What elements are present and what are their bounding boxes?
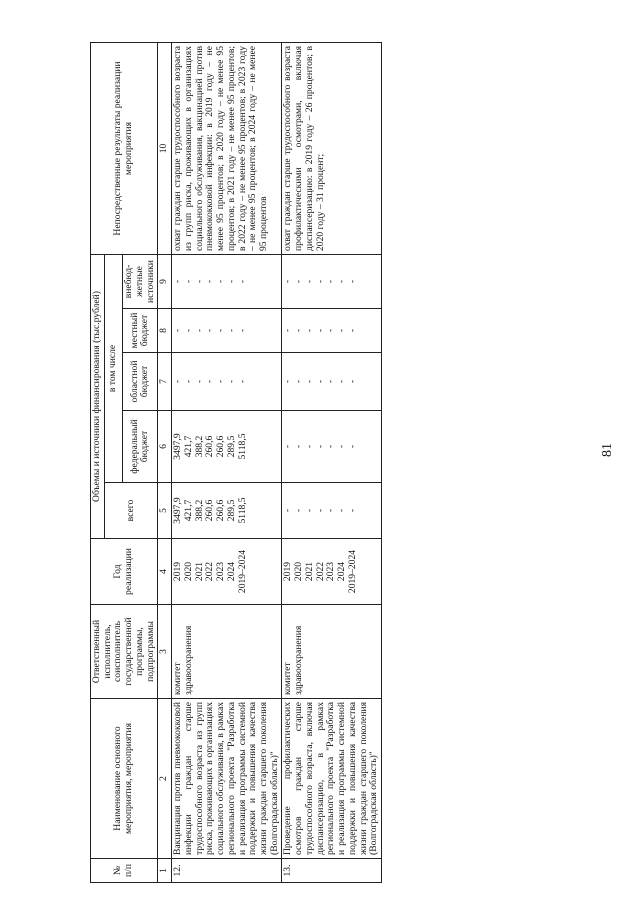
federal-funding-value: - <box>282 444 294 449</box>
local-funding-value: - <box>303 328 315 333</box>
regional-funding-value: - <box>215 379 227 384</box>
header-total: всего <box>104 483 158 539</box>
local-funding-value: - <box>282 328 294 333</box>
year-value: 2019 <box>282 561 294 582</box>
index-cell: 1 <box>158 859 172 883</box>
regional-funding-value: - <box>225 379 237 384</box>
regional-funding-value: - <box>303 379 315 384</box>
regional-funding-value: - <box>325 379 337 384</box>
responsible-executor: комитет здравоохранения <box>282 605 382 699</box>
year-value: 2019–2024 <box>346 549 358 594</box>
offbudget-funding-value: - <box>215 279 227 284</box>
offbudget-funding-value: - <box>325 279 337 284</box>
table-row <box>172 42 282 882</box>
year-value: 2020 <box>293 561 305 582</box>
year-value: 2021 <box>193 561 205 582</box>
year-value: 2023 <box>215 561 227 582</box>
local-funding-value: - <box>293 328 305 333</box>
year-value: 2020 <box>182 561 194 582</box>
offbudget-funding-value: - <box>236 279 248 284</box>
year-value: 2022 <box>314 561 326 582</box>
regional-funding-value: - <box>236 379 248 384</box>
regional-funding-value: - <box>182 379 194 384</box>
header-offbudget: внебюд-жетные источники <box>123 254 158 308</box>
total-funding-value: - <box>346 508 358 513</box>
regional-funding-value: - <box>282 379 294 384</box>
total-funding <box>172 483 282 539</box>
offbudget-funding-value: - <box>293 279 305 284</box>
offbudget-funding-value: - <box>182 279 194 284</box>
year-value: 2023 <box>325 561 337 582</box>
offbudget-funding-value: - <box>314 279 326 284</box>
offbudget-funding-value: - <box>282 279 294 284</box>
year-value: 2019 <box>172 561 184 582</box>
local-funding-value: - <box>172 328 184 333</box>
total-funding-value: 421,7 <box>182 499 194 522</box>
index-cell: 7 <box>158 353 172 411</box>
total-funding-value: - <box>336 508 348 513</box>
activity-name: Проведение профилактических осмотров граждан старше трудоспособного возраста, включая диспансеризацию, в рамках регионального проекта "Разработка и реализация программы системной поддержки и повышения качества жизни граждан старшего поколения (Волгоградская область)" <box>282 699 382 859</box>
regional-funding <box>282 353 382 411</box>
regional-funding-value: - <box>293 379 305 384</box>
total-funding-value: 5118,5 <box>236 497 248 524</box>
offbudget-funding <box>172 254 282 308</box>
local-funding-value: - <box>325 328 337 333</box>
federal-funding-value: - <box>325 444 337 449</box>
header-year: Год реализации <box>91 539 158 605</box>
offbudget-funding <box>282 254 382 308</box>
header-local: местный бюджет <box>123 309 158 353</box>
header-responsible: Ответственный исполнитель, соисполнитель государственной программы, подпрограммы <box>91 605 158 699</box>
index-cell: 10 <box>158 42 172 254</box>
federal-funding-value: 260,6 <box>204 435 216 458</box>
index-cell: 6 <box>158 411 172 483</box>
index-cell: 3 <box>158 605 172 699</box>
index-cell: 5 <box>158 483 172 539</box>
total-funding-value: 260,6 <box>215 499 227 522</box>
page-number: 81 <box>600 443 615 457</box>
federal-funding-value: 3497,9 <box>172 433 184 460</box>
header-funding: Объемы и источники финансирования (тыс.рублей) <box>91 254 105 538</box>
offbudget-funding-value: - <box>336 279 348 284</box>
local-funding-value: - <box>346 328 358 333</box>
total-funding-value: 260,6 <box>204 499 216 522</box>
header-federal: федеральный бюджет <box>123 411 158 483</box>
total-funding-value: 289,5 <box>225 499 237 522</box>
offbudget-funding-value: - <box>204 279 216 284</box>
year <box>172 539 282 605</box>
local-funding-value: - <box>225 328 237 333</box>
federal-funding-value: - <box>314 444 326 449</box>
federal-funding-value: - <box>303 444 315 449</box>
header-num: № п/п <box>91 859 158 883</box>
year-value: 2024 <box>225 561 237 582</box>
total-funding <box>282 483 382 539</box>
index-cell: 2 <box>158 699 172 859</box>
index-cell: 4 <box>158 539 172 605</box>
header-name: Наименование основного мероприятия, мероприятия <box>91 699 158 859</box>
program-table <box>90 42 382 883</box>
federal-funding-value: 421,7 <box>182 435 194 458</box>
expected-result: охват граждан старше трудоспособного возраста профилактическими осмотрами, включая диспансеризацию: в 2019 году – 26 процентов; в 2020 году – 31 процент; <box>282 42 382 254</box>
local-funding-value: - <box>193 328 205 333</box>
local-funding-value: - <box>215 328 227 333</box>
regional-funding-value: - <box>346 379 358 384</box>
regional-funding-value: - <box>172 379 184 384</box>
total-funding-value: - <box>303 508 315 513</box>
index-cell: 8 <box>158 309 172 353</box>
row-number: 12. <box>172 859 282 883</box>
local-funding-value: - <box>182 328 194 333</box>
regional-funding-value: - <box>336 379 348 384</box>
year-value: 2022 <box>204 561 216 582</box>
regional-funding-value: - <box>193 379 205 384</box>
local-funding-value: - <box>314 328 326 333</box>
header-including: в том числе <box>104 254 122 482</box>
local-funding-value: - <box>204 328 216 333</box>
federal-funding-value: 388,2 <box>193 435 205 458</box>
year-value: 2021 <box>303 561 315 582</box>
offbudget-funding-value: - <box>193 279 205 284</box>
row-number: 13. <box>282 859 382 883</box>
federal-funding <box>172 411 282 483</box>
table-row <box>282 42 382 882</box>
federal-funding-value: - <box>293 444 305 449</box>
offbudget-funding-value: - <box>346 279 358 284</box>
local-funding <box>282 309 382 353</box>
year <box>282 539 382 605</box>
total-funding-value: - <box>325 508 337 513</box>
total-funding-value: - <box>293 508 305 513</box>
offbudget-funding-value: - <box>225 279 237 284</box>
federal-funding-value: 289,5 <box>225 435 237 458</box>
header-result: Непосредственные результаты реализации мероприятия <box>91 42 158 254</box>
total-funding-value: - <box>314 508 326 513</box>
expected-result: охват граждан старше трудоспособного возраста из групп риска, проживающих в организациях социального обслуживания, вакцинацией против пневмококковой инфекции: в 2019 году – не менее 95 процентов; в 2020 году – не менее 95 процентов; в 2021 году – не менее 95 процентов; в 2022 году – не менее 95 процентов; в 2023 году – не менее 95 процентов; в 2024 году – не менее 95 процентов <box>172 42 282 254</box>
table-body <box>172 42 382 882</box>
local-funding-value: - <box>336 328 348 333</box>
year-value: 2019–2024 <box>236 549 248 594</box>
local-funding <box>172 309 282 353</box>
responsible-executor: комитет здравоохранения <box>172 605 282 699</box>
federal-funding <box>282 411 382 483</box>
index-cell: 9 <box>158 254 172 308</box>
regional-funding-value: - <box>314 379 326 384</box>
federal-funding-value: - <box>346 444 358 449</box>
offbudget-funding-value: - <box>172 279 184 284</box>
regional-funding-value: - <box>204 379 216 384</box>
activity-name: Вакцинация против пневмококковой инфекции граждан старше трудоспособного возраста из групп риска, проживающих в организациях социального обслуживания, в рамках регионального проекта "Разработка и реализация программы системной поддержки и повышения качества жизни граждан старшего поколения (Волгоградская область)" <box>172 699 282 859</box>
total-funding-value: 3497,9 <box>172 497 184 524</box>
total-funding-value: 388,2 <box>193 499 205 522</box>
total-funding-value: - <box>282 508 294 513</box>
offbudget-funding-value: - <box>303 279 315 284</box>
federal-funding-value: 5118,5 <box>236 433 248 460</box>
federal-funding-value: - <box>336 444 348 449</box>
local-funding-value: - <box>236 328 248 333</box>
header-regional: областной бюджет <box>123 353 158 411</box>
year-value: 2024 <box>336 561 348 582</box>
regional-funding <box>172 353 282 411</box>
federal-funding-value: 260,6 <box>215 435 227 458</box>
